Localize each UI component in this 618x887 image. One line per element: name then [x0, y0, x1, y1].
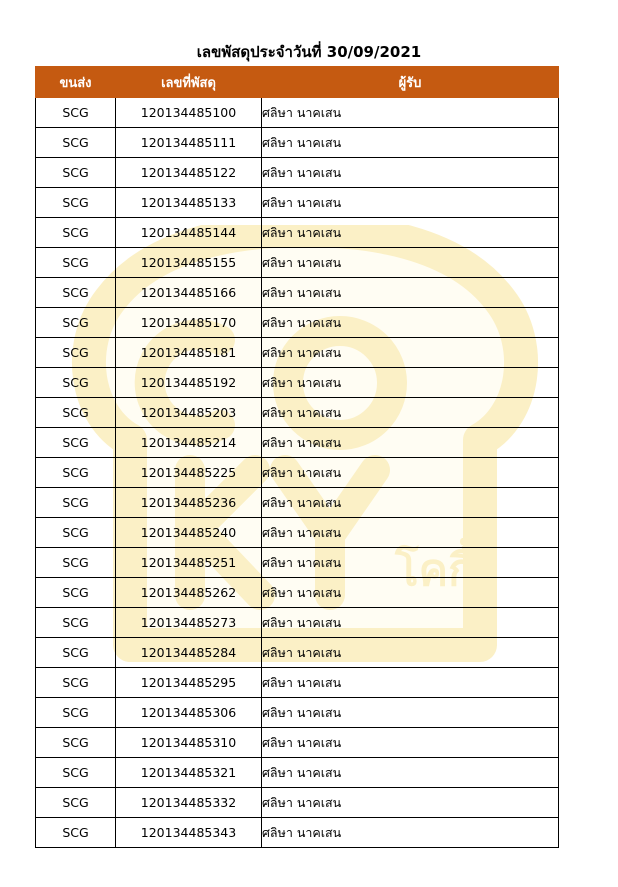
- carrier-cell: SCG: [36, 578, 116, 608]
- table-row: [36, 368, 559, 398]
- recipient-cell: ศลิษา นาคเสน: [262, 608, 559, 638]
- recipient-cell: ศลิษา นาคเสน: [262, 278, 559, 308]
- table-row: [36, 308, 559, 338]
- tracking-number-cell: 120134485321: [116, 758, 262, 788]
- recipient-cell: ศลิษา นาคเสน: [262, 698, 559, 728]
- tracking-number-cell: 120134485343: [116, 818, 262, 848]
- tracking-number-cell: 120134485170: [116, 308, 262, 338]
- recipient-cell: ศลิษา นาคเสน: [262, 308, 559, 338]
- table-row: [36, 758, 559, 788]
- tracking-number-cell: 120134485236: [116, 488, 262, 518]
- carrier-cell: SCG: [36, 458, 116, 488]
- table-row: [36, 728, 559, 758]
- tracking-number-cell: 120134485295: [116, 668, 262, 698]
- tracking-number-cell: 120134485251: [116, 548, 262, 578]
- carrier-cell: SCG: [36, 788, 116, 818]
- recipient-cell: ศลิษา นาคเสน: [262, 98, 559, 128]
- table-row: [36, 608, 559, 638]
- tracking-number-cell: 120134485262: [116, 578, 262, 608]
- table-row: [36, 338, 559, 368]
- tracking-number-cell: 120134485111: [116, 128, 262, 158]
- recipient-cell: ศลิษา นาคเสน: [262, 458, 559, 488]
- carrier-cell: SCG: [36, 818, 116, 848]
- carrier-cell: SCG: [36, 128, 116, 158]
- carrier-cell: SCG: [36, 548, 116, 578]
- carrier-cell: SCG: [36, 338, 116, 368]
- carrier-cell: SCG: [36, 368, 116, 398]
- parcel-table: [35, 66, 559, 848]
- table-row: [36, 698, 559, 728]
- carrier-cell: SCG: [36, 488, 116, 518]
- table-row: [36, 548, 559, 578]
- carrier-cell: SCG: [36, 728, 116, 758]
- header-tracking-number: เลขที่พัสดุ: [116, 67, 262, 98]
- carrier-cell: SCG: [36, 308, 116, 338]
- tracking-number-cell: 120134485100: [116, 98, 262, 128]
- table-row: [36, 458, 559, 488]
- table-row: [36, 98, 559, 128]
- carrier-cell: SCG: [36, 758, 116, 788]
- tracking-number-cell: 120134485225: [116, 458, 262, 488]
- recipient-cell: ศลิษา นาคเสน: [262, 668, 559, 698]
- table-row: [36, 488, 559, 518]
- tracking-number-cell: 120134485273: [116, 608, 262, 638]
- tracking-number-cell: 120134485166: [116, 278, 262, 308]
- recipient-cell: ศลิษา นาคเสน: [262, 248, 559, 278]
- tracking-number-cell: 120134485133: [116, 188, 262, 218]
- table-row: [36, 248, 559, 278]
- recipient-cell: ศลิษา นาคเสน: [262, 488, 559, 518]
- tracking-number-cell: 120134485192: [116, 368, 262, 398]
- tracking-number-cell: 120134485203: [116, 398, 262, 428]
- carrier-cell: SCG: [36, 158, 116, 188]
- carrier-cell: SCG: [36, 398, 116, 428]
- recipient-cell: ศลิษา นาคเสน: [262, 578, 559, 608]
- tracking-number-cell: 120134485306: [116, 698, 262, 728]
- table-row: [36, 158, 559, 188]
- tracking-number-cell: 120134485332: [116, 788, 262, 818]
- table-row: [36, 278, 559, 308]
- table-row: [36, 818, 559, 848]
- page-title: เลขพัสดุประจำวันที่ 30/09/2021: [196, 43, 422, 61]
- recipient-cell: ศลิษา นาคเสน: [262, 218, 559, 248]
- tracking-number-cell: 120134485122: [116, 158, 262, 188]
- table-row: [36, 638, 559, 668]
- table-row: [36, 518, 559, 548]
- recipient-cell: ศลิษา นาคเสน: [262, 428, 559, 458]
- tracking-number-cell: 120134485144: [116, 218, 262, 248]
- carrier-cell: SCG: [36, 428, 116, 458]
- table-row: [36, 428, 559, 458]
- tracking-number-cell: 120134485155: [116, 248, 262, 278]
- recipient-cell: ศลิษา นาคเสน: [262, 758, 559, 788]
- table-row: [36, 578, 559, 608]
- tracking-number-cell: 120134485310: [116, 728, 262, 758]
- recipient-cell: ศลิษา นาคเสน: [262, 818, 559, 848]
- header-row: [36, 67, 559, 98]
- svg-text:โคกี้: โคกี้: [395, 545, 475, 596]
- carrier-cell: SCG: [36, 248, 116, 278]
- recipient-cell: ศลิษา นาคเสน: [262, 128, 559, 158]
- recipient-cell: ศลิษา นาคเสน: [262, 188, 559, 218]
- table-row: [36, 398, 559, 428]
- recipient-cell: ศลิษา นาคเสน: [262, 398, 559, 428]
- recipient-cell: ศลิษา นาคเสน: [262, 368, 559, 398]
- table-row: [36, 128, 559, 158]
- header-carrier: ขนส่ง: [36, 67, 116, 98]
- carrier-cell: SCG: [36, 278, 116, 308]
- recipient-cell: ศลิษา นาคเสน: [262, 518, 559, 548]
- carrier-cell: SCG: [36, 188, 116, 218]
- table-row: [36, 788, 559, 818]
- tracking-number-cell: 120134485284: [116, 638, 262, 668]
- carrier-cell: SCG: [36, 608, 116, 638]
- recipient-cell: ศลิษา นาคเสน: [262, 548, 559, 578]
- tracking-number-cell: 120134485214: [116, 428, 262, 458]
- carrier-cell: SCG: [36, 638, 116, 668]
- tracking-number-cell: 120134485240: [116, 518, 262, 548]
- recipient-cell: ศลิษา นาคเสน: [262, 638, 559, 668]
- carrier-cell: SCG: [36, 98, 116, 128]
- recipient-cell: ศลิษา นาคเสน: [262, 788, 559, 818]
- recipient-cell: ศลิษา นาคเสน: [262, 728, 559, 758]
- header-recipient: ผู้รับ: [262, 67, 559, 98]
- table-row: [36, 188, 559, 218]
- table-row: [36, 668, 559, 698]
- table-row: [36, 218, 559, 248]
- carrier-cell: SCG: [36, 518, 116, 548]
- recipient-cell: ศลิษา นาคเสน: [262, 158, 559, 188]
- tracking-number-cell: 120134485181: [116, 338, 262, 368]
- recipient-cell: ศลิษา นาคเสน: [262, 338, 559, 368]
- carrier-cell: SCG: [36, 668, 116, 698]
- carrier-cell: SCG: [36, 218, 116, 248]
- carrier-cell: SCG: [36, 698, 116, 728]
